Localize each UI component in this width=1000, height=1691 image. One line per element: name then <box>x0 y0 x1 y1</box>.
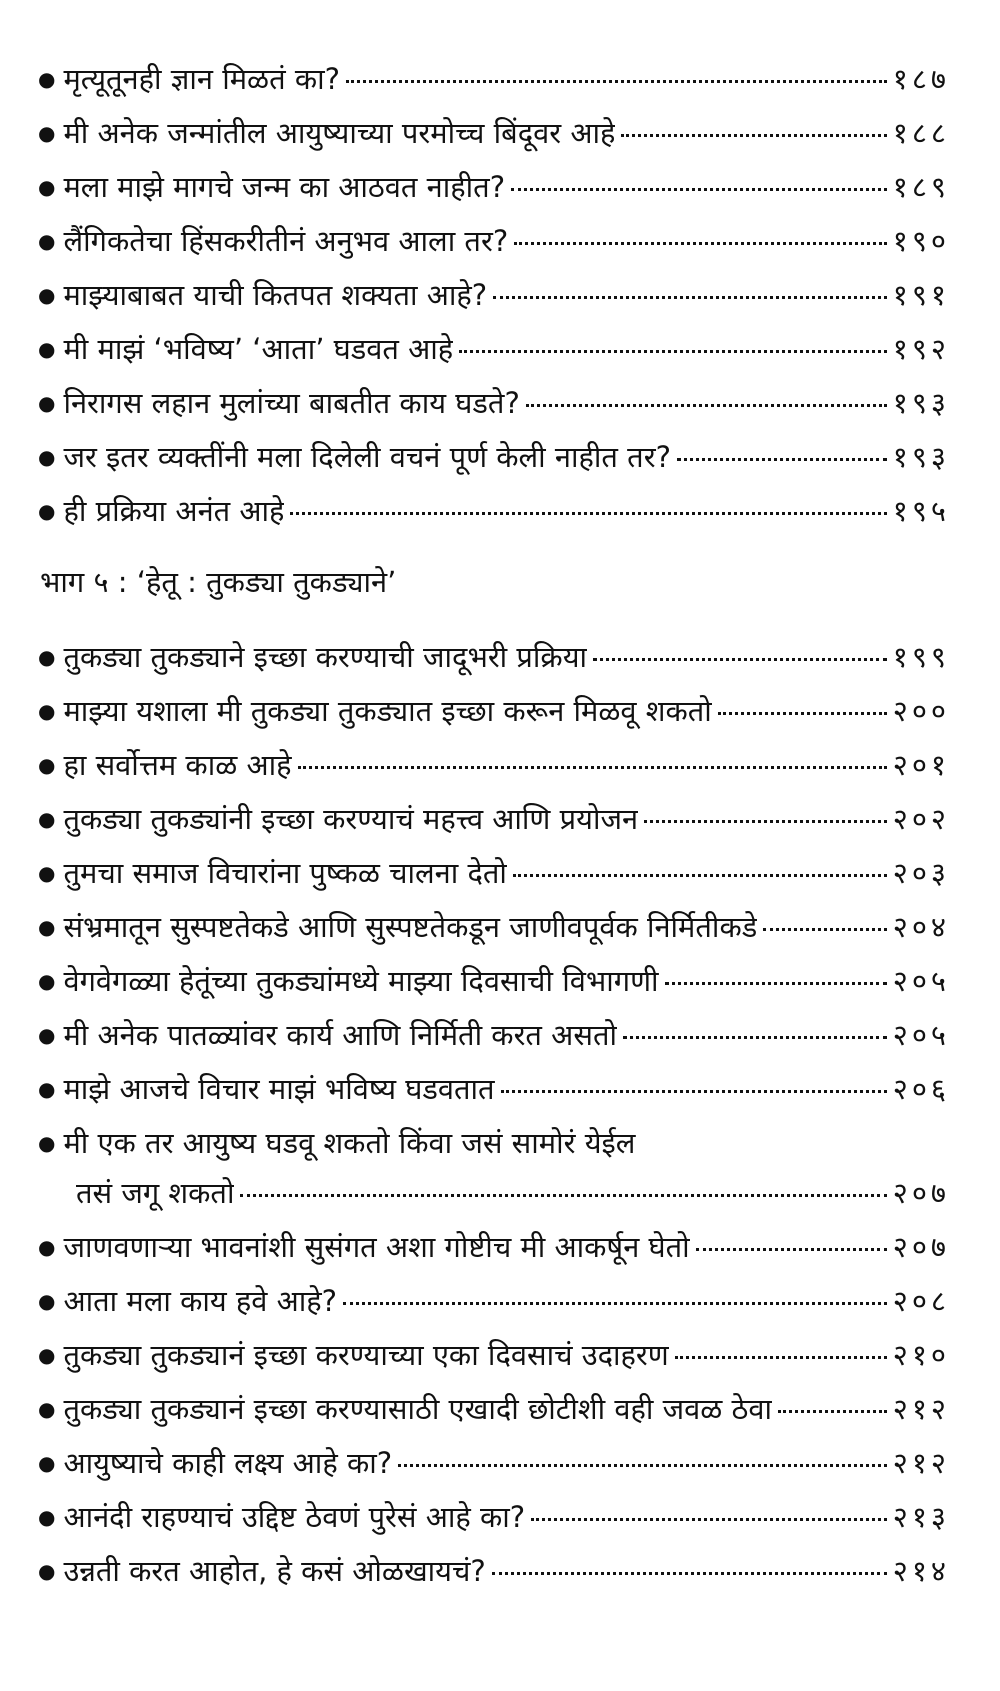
dot-leader <box>696 1248 887 1251</box>
toc-list-part5-b <box>38 1220 950 1598</box>
bullet-icon: ● <box>38 915 56 939</box>
toc-entry <box>38 1328 950 1382</box>
toc-entry-title: माझे आजचे विचार माझं भविष्य घडवतात <box>63 1072 495 1106</box>
dot-leader <box>298 766 887 769</box>
toc-entry-page: १८७ <box>892 62 950 96</box>
dot-leader <box>526 404 887 407</box>
toc-entry <box>38 1274 950 1328</box>
bullet-icon: ● <box>38 175 56 199</box>
bullet-icon: ● <box>38 645 56 669</box>
toc-entry-page: १८९ <box>892 170 950 204</box>
toc-list-part5-a <box>38 630 950 1116</box>
bullet-icon: ● <box>38 807 56 831</box>
bullet-icon: ● <box>38 391 56 415</box>
toc-entry-page: २०७ <box>892 1176 950 1210</box>
toc-entry-title: निरागस लहान मुलांच्या बाबतीत काय घडते? <box>63 386 520 420</box>
bullet-icon: ● <box>38 121 56 145</box>
dot-leader <box>346 80 887 83</box>
toc-entry-title: हा सर्वोत्तम काळ आहे <box>63 748 292 782</box>
toc-entry-page: २०८ <box>892 1284 950 1318</box>
toc-entry-title: माझ्याबाबत याची कितपत शक्यता आहे? <box>63 278 488 312</box>
toc-entry-title: तुकड्या तुकड्याने इच्छा करण्याची जादूभरी प्रक्रिया <box>63 640 588 674</box>
toc-entry-title: जर इतर व्यक्तींनी मला दिलेली वचनं पूर्ण केली नाहीत तर? <box>63 440 671 474</box>
toc-entry-page: १९३ <box>892 440 950 474</box>
bullet-icon: ● <box>38 753 56 777</box>
toc-entry-page: १९१ <box>892 278 950 312</box>
toc-entry-page: २०५ <box>892 964 950 998</box>
toc-entry <box>38 160 950 214</box>
toc-entry-page: २०५ <box>892 1018 950 1052</box>
dot-leader <box>290 512 886 515</box>
toc-entry-page: २०६ <box>892 1072 950 1106</box>
toc-entry <box>38 1062 950 1116</box>
section-heading: भाग ५ : ‘हेतू : तुकड्या तुकड्याने’ <box>40 565 397 599</box>
bullet-icon: ● <box>38 699 56 723</box>
toc-entry <box>38 376 950 430</box>
toc-entry-page: २१४ <box>892 1554 950 1588</box>
toc-entry <box>38 1382 950 1436</box>
dot-leader <box>778 1410 887 1413</box>
bullet-icon: ● <box>38 1077 56 1101</box>
bullet-icon: ● <box>38 1131 56 1155</box>
toc-entry <box>38 484 950 538</box>
toc-entry-title: आयुष्याचे काही लक्ष्य आहे का? <box>63 1446 393 1480</box>
toc-entry-title: लैंगिकतेचा हिंसकरीतीनं अनुभव आला तर? <box>63 224 509 258</box>
toc-entry <box>38 430 950 484</box>
toc-entry <box>38 738 950 792</box>
dot-leader <box>675 1356 887 1359</box>
toc-entry-title: वेगवेगळ्या हेतूंच्या तुकड्यांमध्ये माझ्या दिवसाची विभागणी <box>63 964 659 998</box>
toc-entry-title: ही प्रक्रिया अनंत आहे <box>63 494 285 528</box>
dot-leader <box>343 1302 887 1305</box>
bullet-icon: ● <box>38 1559 56 1583</box>
toc-entry <box>38 322 950 376</box>
toc-entry <box>38 1116 950 1220</box>
toc-entry-page: १९२ <box>892 332 950 366</box>
dot-leader <box>623 1036 887 1039</box>
toc-entry-page: २१३ <box>892 1500 950 1534</box>
toc-entry-title: मी अनेक जन्मांतील आयुष्याच्या परमोच्च बिंदूवर आहे <box>63 116 616 150</box>
toc-list-part4 <box>38 52 950 538</box>
toc-entry-page: २०२ <box>892 802 950 836</box>
toc-entry-title: तुकड्या तुकड्यांनी इच्छा करण्याचं महत्त्व आणि प्रयोजन <box>63 802 639 836</box>
toc-entry <box>38 1008 950 1062</box>
toc-entry-page: २०१ <box>892 748 950 782</box>
dot-leader <box>459 350 887 353</box>
toc-entry <box>38 846 950 900</box>
dot-leader <box>531 1518 887 1521</box>
dot-leader <box>513 874 887 877</box>
toc-entry-title: आता मला काय हवे आहे? <box>63 1284 338 1318</box>
dot-leader <box>511 188 887 191</box>
toc-entry-title: तुकड्या तुकड्यानं इच्छा करण्यासाठी एखादी छोटीशी वही जवळ ठेवा <box>63 1392 773 1426</box>
toc-entry-title: मृत्यूतूनही ज्ञान मिळतं का? <box>63 62 341 96</box>
toc-entry-title: जाणवणाऱ्या भावनांशी सुसंगत अशा गोष्टीच मी आकर्षून घेतो <box>63 1230 690 1264</box>
toc-entry-page: २०३ <box>892 856 950 890</box>
toc-entry <box>38 268 950 322</box>
toc-entry-title: मी अनेक पातळ्यांवर कार्य आणि निर्मिती करत असतो <box>63 1018 617 1052</box>
bullet-icon: ● <box>38 861 56 885</box>
toc-entry-title: संभ्रमातून सुस्पष्टतेकडे आणि सुस्पष्टतेकडून जाणीवपूर्वक निर्मितीकडे <box>63 910 758 944</box>
toc-entry <box>38 630 950 684</box>
toc-entry <box>38 106 950 160</box>
bullet-icon: ● <box>38 1397 56 1421</box>
toc-entry-title: तुकड्या तुकड्यानं इच्छा करण्याच्या एका दिवसाचं उदाहरण <box>63 1338 669 1372</box>
toc-entry <box>38 1544 950 1598</box>
toc-entry <box>38 214 950 268</box>
bullet-icon: ● <box>38 1023 56 1047</box>
toc-entry-page: २०४ <box>892 910 950 944</box>
toc-entry-title: मी माझं ‘भविष्य’ ‘आता’ घडवत आहे <box>63 332 454 366</box>
toc-entry-page: १९३ <box>892 386 950 420</box>
toc-entry <box>38 684 950 738</box>
dot-leader <box>493 296 887 299</box>
bullet-icon: ● <box>38 1289 56 1313</box>
toc-entry-line1 <box>38 1116 950 1166</box>
toc-entry <box>38 900 950 954</box>
dot-leader <box>665 982 887 985</box>
dot-leader <box>593 658 887 661</box>
toc-entry-page: १८८ <box>892 116 950 150</box>
toc-entry-title: तसं जगू शकतो <box>76 1176 235 1210</box>
bullet-icon: ● <box>38 283 56 307</box>
toc-entry-page: १९५ <box>892 494 950 528</box>
bullet-icon: ● <box>38 445 56 469</box>
toc-entry-title: मी एक तर आयुष्य घडवू शकतो किंवा जसं सामोरं येईल <box>63 1126 636 1160</box>
dot-leader <box>501 1090 887 1093</box>
toc-entry-page: १९९ <box>892 640 950 674</box>
toc-entry-page: २१२ <box>892 1392 950 1426</box>
dot-leader <box>718 712 887 715</box>
toc-entry-page: २१२ <box>892 1446 950 1480</box>
dot-leader <box>514 242 887 245</box>
toc-list-part5-multi <box>38 1116 950 1220</box>
bullet-icon: ● <box>38 337 56 361</box>
toc-entry <box>38 1220 950 1274</box>
toc-entry <box>38 792 950 846</box>
bullet-icon: ● <box>38 1235 56 1259</box>
bullet-icon: ● <box>38 1505 56 1529</box>
toc-entry-line2 <box>38 1166 950 1220</box>
toc-entry-title: माझ्या यशाला मी तुकड्या तुकड्यात इच्छा करून मिळवू शकतो <box>63 694 712 728</box>
toc-entry-title: तुमचा समाज विचारांना पुष्कळ चालना देतो <box>63 856 507 890</box>
toc-entry-page: २१० <box>892 1338 950 1372</box>
toc-entry <box>38 1436 950 1490</box>
bullet-icon: ● <box>38 499 56 523</box>
dot-leader <box>644 820 887 823</box>
toc-entry-page: १९० <box>892 224 950 258</box>
bullet-icon: ● <box>38 67 56 91</box>
dot-leader <box>398 1464 887 1467</box>
bullet-icon: ● <box>38 969 56 993</box>
bullet-icon: ● <box>38 229 56 253</box>
toc-entry-title: मला माझे मागचे जन्म का आठवत नाहीत? <box>63 170 506 204</box>
toc-entry-page: २०० <box>892 694 950 728</box>
bullet-icon: ● <box>38 1343 56 1367</box>
toc-entry <box>38 1490 950 1544</box>
dot-leader <box>240 1194 886 1197</box>
toc-entry-title: उन्नती करत आहोत, हे कसं ओळखायचं? <box>63 1554 486 1588</box>
toc-entry-page: २०७ <box>892 1230 950 1264</box>
toc-entry <box>38 52 950 106</box>
bullet-icon: ● <box>38 1451 56 1475</box>
dot-leader <box>621 134 886 137</box>
toc-entry-title: आनंदी राहण्याचं उद्दिष्ट ठेवणं पुरेसं आहे का? <box>63 1500 526 1534</box>
dot-leader <box>677 458 887 461</box>
dot-leader <box>492 1572 887 1575</box>
dot-leader <box>763 928 887 931</box>
toc-entry <box>38 954 950 1008</box>
